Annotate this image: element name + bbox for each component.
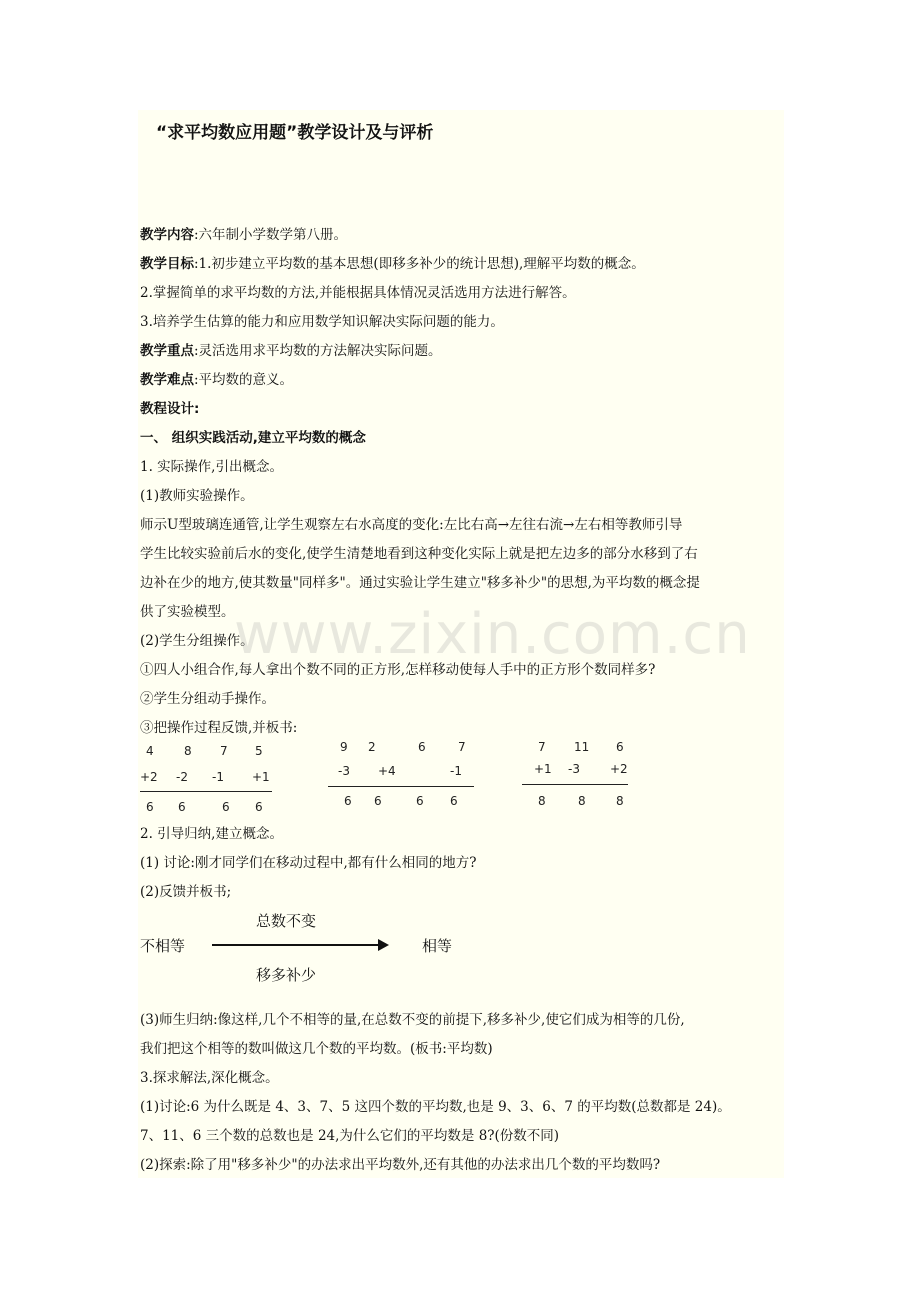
design-label: 教程设计: [140,401,200,417]
list-item-2: ②学生分组动手操作。 [140,691,275,707]
diagram-left-label: 不相等 [140,937,186,955]
teaching-goal-text: :1.初步建立平均数的基本思想(即移多补少的统计思想),理解平均数的概念。 [194,256,645,272]
step-1-2: (2)学生分组操作。 [140,633,254,649]
teaching-goal-2: 2.掌握简单的求平均数的方法,并能根据具体情况灵活选用方法进行解答。 [140,285,576,301]
step-2-1: (1) 讨论:刚才同学们在移动过程中,都有什么相同的地方? [140,855,477,871]
calc-board-2 [334,740,484,814]
calc1-mid-1: +2 [140,770,158,784]
teaching-goal-label: 教学目标 [140,256,194,272]
calc1-rule [140,791,272,792]
paragraph-line-4: 供了实验模型。 [140,604,235,620]
calc1-top-2: 8 [184,744,192,758]
document-title: “求平均数应用题”教学设计及与评析 [156,123,434,143]
calc3-mid-2: -3 [568,762,580,776]
design-heading [140,399,199,419]
diagram-above-label: 总数不变 [256,912,317,930]
calc3-mid-1: +1 [534,762,552,776]
teaching-key-point [140,341,442,361]
calc2-top-4: 7 [458,740,466,754]
teaching-content [140,225,347,245]
calc2-bot-1: 6 [344,794,352,808]
section-1-title: 一、 组织实践活动,建立平均数的概念 [140,430,366,446]
calc3-bot-1: 8 [538,794,546,808]
calc1-mid-2: -2 [176,770,188,784]
teaching-difficulty [140,370,293,390]
teaching-difficulty-text: :平均数的意义。 [194,372,294,388]
calc2-bot-3: 6 [416,794,424,808]
calc2-bot-4: 6 [450,794,458,808]
list-item-3: ③把操作过程反馈,并板书: [140,720,298,736]
calc3-top-1: 7 [538,740,546,754]
step-2-3: (3)师生归纳:像这样,几个不相等的量,在总数不变的前提下,移多补少,使它们成为相等的几份, [140,1012,685,1028]
calc1-top-3: 7 [220,744,228,758]
teaching-difficulty-label: 教学难点 [140,372,194,388]
teaching-goal [140,254,645,274]
calc1-bot-2: 6 [178,800,186,814]
calc2-top-1: 9 [340,740,348,754]
step-3-1: (1)讨论:6 为什么既是 4、3、7、5 这四个数的平均数,也是 9、3、6、7 的平均数(总数都是 24)。 [140,1099,731,1115]
step-1-heading: 1. 实际操作,引出概念。 [140,459,283,475]
step-1-1: (1)教师实验操作。 [140,488,254,504]
calc-board-1 [140,744,280,818]
calc2-rule [328,786,474,787]
calc3-top-2: 11 [574,740,590,754]
watermark-text: www.zixin.com.cn [234,602,751,667]
calc1-bot-4: 6 [255,800,263,814]
teaching-content-label: 教学内容 [140,227,194,243]
paragraph-line-1: 师示U型玻璃连通管,让学生观察左右水高度的变化:左比右高→左往右流→左右相等教师引导 [140,517,683,533]
diagram-right-label: 相等 [422,937,453,955]
paragraph-line-3: 边补在少的地方,使其数量"同样多"。通过实验让学生建立"移多补少"的思想,为平均数的概念提 [140,575,700,591]
calc2-mid-1: -3 [338,764,350,778]
step-3-2: (2)探索:除了用"移多补少"的办法求出平均数外,还有其他的办法求出几个数的平均数吗? [140,1157,661,1173]
calc1-top-1: 4 [146,744,154,758]
calc3-top-3: 6 [616,740,624,754]
calc3-bot-2: 8 [578,794,586,808]
calc2-top-3: 6 [418,740,426,754]
teaching-key-text: :灵活选用求平均数的方法解决实际问题。 [194,343,442,359]
calc1-mid-4: +1 [252,770,270,784]
calc3-mid-3: +2 [610,762,628,776]
calc2-bot-2: 6 [374,794,382,808]
diagram-arrow-head-icon [378,939,389,951]
step-3-heading: 3.探求解法,深化概念。 [140,1070,279,1086]
diagram-arrow-line [212,944,380,946]
step-2-2: (2)反馈并板书; [140,884,232,900]
calc2-mid-2: +4 [378,764,396,778]
teaching-content-text: :六年制小学数学第八册。 [194,227,348,243]
calc1-bot-1: 6 [146,800,154,814]
step-2-3-continued: 我们把这个相等的数叫做这几个数的平均数。(板书:平均数) [140,1041,493,1057]
calc2-mid-4: -1 [450,764,462,778]
step-2-heading: 2. 引导归纳,建立概念。 [140,826,283,842]
calc1-mid-3: -1 [212,770,224,784]
calc3-bot-3: 8 [616,794,624,808]
calc1-top-4: 5 [255,744,263,758]
teaching-key-label: 教学重点 [140,343,194,359]
calc1-bot-3: 6 [222,800,230,814]
step-3-1-continued: 7、11、6 三个数的总数也是 24,为什么它们的平均数是 8?(份数不同) [140,1128,560,1144]
diagram-below-label: 移多补少 [256,966,317,984]
paragraph-line-2: 学生比较实验前后水的变化,使学生清楚地看到这种变化实际上就是把左边多的部分水移到了右 [140,546,698,562]
calc2-top-2: 2 [368,740,376,754]
teaching-goal-3: 3.培养学生估算的能力和应用数学知识解决实际问题的能力。 [140,314,504,330]
calc3-rule [522,784,628,785]
calc-board-3 [526,740,636,814]
section-1-heading [140,428,366,448]
list-item-1: ①四人小组合作,每人拿出个数不同的正方形,怎样移动使每人手中的正方形个数同样多? [140,662,656,678]
